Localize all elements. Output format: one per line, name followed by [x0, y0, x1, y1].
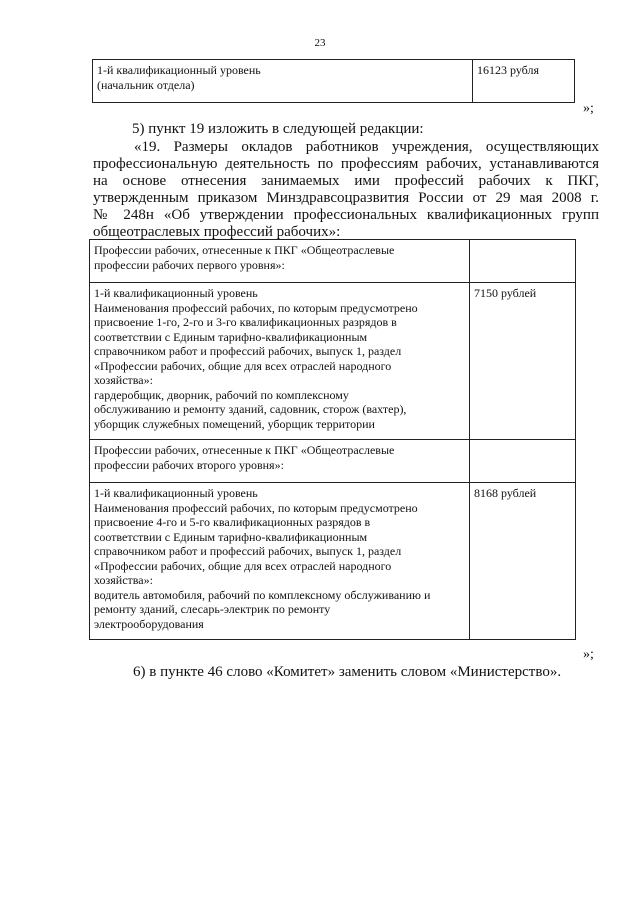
group-heading-cell: Профессии рабочих, отнесенные к ПКГ «Общеотраслевые профессии рабочих первого уровня»: [90, 240, 470, 283]
salary-table [89, 239, 576, 640]
salary-cell: 8168 рублей [470, 483, 576, 640]
qualification-cell: 1-й квалификационный уровень Наименования профессий рабочих, по которым предусмотрено присвоение 1-го, 2-го и 3-го квалификационных разрядов в соответствии с Единым тарифно-квалификационным справочником работ и профессий рабочих, выпуск 1, раздел «Профессии рабочих, общие для всех отраслей народного хозяйства»: гардеробщик, дворник, рабочий по комплексному обслуживанию и ремонту зданий, садовник, сторож (вахтер), уборщик служебных помещений, уборщик территории [90, 283, 470, 440]
salary-cell [470, 240, 576, 283]
group-heading-cell: Профессии рабочих, отнесенные к ПКГ «Общеотраслевые профессии рабочих второго уровня»: [90, 440, 470, 483]
salary-cell: 16123 рубля [473, 60, 575, 103]
item-5-paragraph: 5) пункт 19 изложить в следующей редакции: [132, 121, 424, 137]
table-row [90, 240, 576, 283]
closing-quote-mark: »; [583, 101, 594, 116]
paragraph-19-line: «19. Размеры окладов работников учреждения, осуществляющих [134, 139, 599, 155]
paragraph-19-line: утвержденным приказом Минздравсоцразвития России от 29 мая 2008 г. [93, 190, 599, 206]
table-row [93, 60, 575, 103]
table-row [90, 283, 576, 440]
paragraph-19-line: профессиональную деятельность по профессиям рабочих, устанавливаются [93, 156, 599, 172]
table-row [90, 440, 576, 483]
top-salary-table [92, 59, 575, 103]
paragraph-19-line: общеотраслевых профессий рабочих»: [93, 224, 341, 240]
qualification-cell: 1-й квалификационный уровень (начальник отдела) [93, 60, 473, 103]
closing-quote-mark: »; [583, 647, 594, 662]
paragraph-19-line: на основе отнесения занимаемых ими профессий рабочих к ПКГ, [93, 173, 599, 189]
table-row [90, 483, 576, 640]
item-6-paragraph: 6) в пункте 46 слово «Комитет» заменить словом «Министерство». [133, 664, 562, 680]
page-number: 23 [314, 37, 326, 49]
paragraph-19-line: № 248н «Об утверждении профессиональных квалификационных групп [93, 207, 599, 223]
salary-cell [470, 440, 576, 483]
salary-cell: 7150 рублей [470, 283, 576, 440]
qualification-cell: 1-й квалификационный уровень Наименования профессий рабочих, по которым предусмотрено присвоение 4-го и 5-го квалификационных разрядов в соответствии с Единым тарифно-квалификационным справочником работ и профессий рабочих, выпуск 1, раздел «Профессии рабочих, общие для всех отраслей народного хозяйства»: водитель автомобиля, рабочий по комплексному обслуживанию и ремонту зданий, слесарь-электрик по ремонту электрооборудования [90, 483, 470, 640]
